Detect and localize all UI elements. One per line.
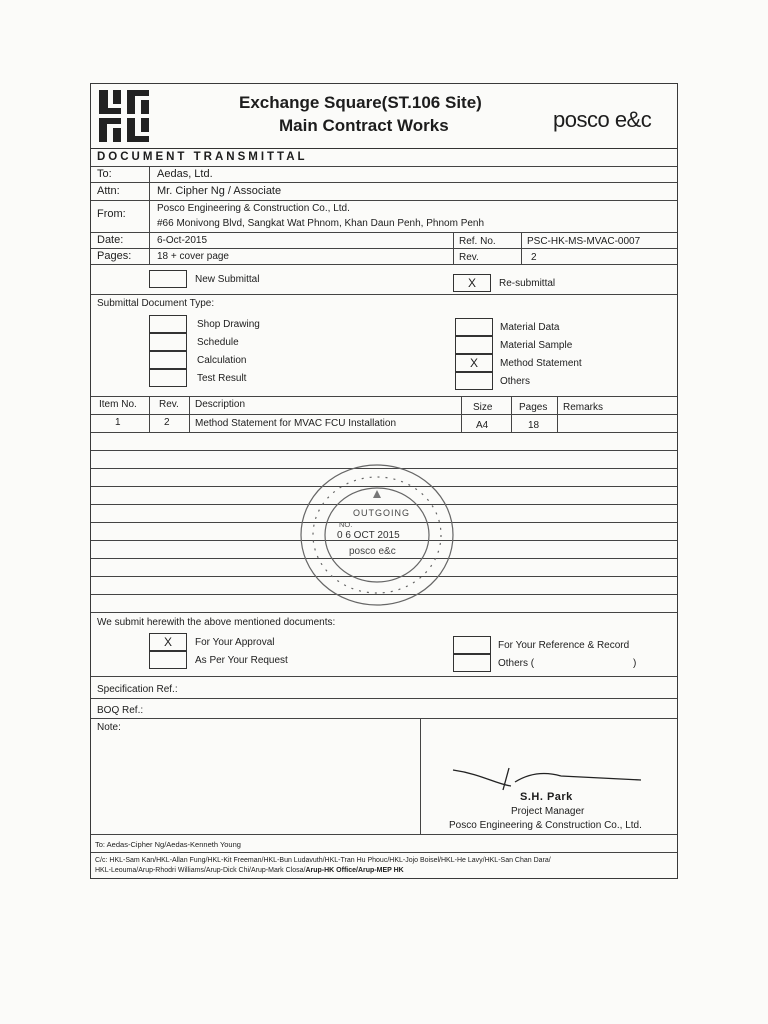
from-line1: Posco Engineering & Construction Co., Ltd.: [157, 203, 350, 214]
project-title-line2: Main Contract Works: [279, 116, 449, 135]
new-submittal-label: New Submittal: [195, 274, 260, 285]
distribution-cc-line1: C/c: HKL-Sam Kan/HKL-Allan Fung/HKL-Kit Freeman/HKL-Bun Ludavuth/HKL-Tran Hu Phouc/HKL-Jojo Boisel/HKL-He Lavy/HKL-San Chan Dara/: [95, 857, 551, 864]
boq-ref-label: BOQ Ref.:: [97, 705, 144, 716]
attn-value: Mr. Cipher Ng / Associate: [157, 185, 282, 197]
method-statement-label: Method Statement: [500, 358, 582, 369]
ref-no-label: Ref. No.: [459, 236, 496, 247]
schedule-checkbox[interactable]: [149, 333, 187, 351]
document-title: DOCUMENT TRANSMITTAL: [97, 151, 308, 163]
shop-drawing-checkbox[interactable]: [149, 315, 187, 333]
for-approval-label: For Your Approval: [195, 637, 275, 648]
calculation-checkbox[interactable]: [149, 351, 187, 369]
for-approval-checkbox[interactable]: X: [149, 633, 187, 651]
resubmittal-label: Re-submittal: [499, 278, 556, 289]
per-request-label: As Per Your Request: [195, 655, 288, 666]
method-statement-checkbox[interactable]: X: [455, 354, 493, 372]
material-data-label: Material Data: [500, 322, 560, 333]
transmittal-form: [90, 83, 678, 879]
row1-item: 1: [115, 417, 121, 428]
stamp-outgoing: OUTGOING: [353, 508, 410, 518]
others-label: Others: [500, 376, 531, 387]
shop-drawing-label: Shop Drawing: [197, 319, 260, 330]
specification-ref-label: Specification Ref.:: [97, 684, 178, 695]
stamp-date: 0 6 OCT 2015: [337, 530, 400, 541]
project-title-line1: Exchange Square(ST.106 Site): [239, 93, 482, 112]
signature-icon: [451, 764, 641, 792]
for-reference-label: For Your Reference & Record: [498, 640, 630, 651]
ref-no-value: PSC-HK-MS-MVAC-0007: [527, 236, 641, 247]
pages-value: 18 + cover page: [157, 251, 229, 262]
row1-description: Method Statement for MVAC FCU Installation: [195, 418, 397, 429]
resubmittal-checkbox[interactable]: X: [453, 274, 491, 292]
to-value: Aedas, Ltd.: [157, 168, 213, 180]
distribution-to: To: Aedas-Cipher Ng/Aedas-Kenneth Young: [95, 840, 241, 849]
material-sample-checkbox[interactable]: [455, 336, 493, 354]
material-data-checkbox[interactable]: [455, 318, 493, 336]
others-submit-checkbox[interactable]: [453, 654, 491, 672]
new-submittal-checkbox[interactable]: [149, 270, 187, 288]
col-item-header: Item No.: [99, 399, 137, 410]
row1-rev: 2: [164, 417, 170, 428]
signatory-name: S.H. Park: [520, 791, 573, 803]
col-rev-header: Rev.: [159, 399, 179, 410]
distribution-cc-line2-normal: HKL-Leouma/Arup-Rhodri Williams/Arup-Dick Chi/Arup-Mark Closa/: [95, 867, 306, 874]
per-request-checkbox[interactable]: [149, 651, 187, 669]
others-close-paren: ): [633, 658, 637, 669]
stamp-no: NO.: [339, 520, 353, 529]
for-reference-checkbox[interactable]: [453, 636, 491, 654]
test-result-label: Test Result: [197, 373, 247, 384]
schedule-label: Schedule: [197, 337, 239, 348]
attn-label: Attn:: [97, 185, 120, 197]
material-sample-label: Material Sample: [500, 340, 573, 351]
date-value: 6-Oct-2015: [157, 235, 208, 246]
calculation-label: Calculation: [197, 355, 247, 366]
col-pages-header: Pages: [519, 402, 548, 413]
date-label: Date:: [97, 234, 124, 246]
rev-value: 2: [531, 252, 537, 263]
col-remarks-header: Remarks: [563, 402, 604, 413]
doc-type-label: Submittal Document Type:: [97, 298, 215, 309]
from-line2: #66 Monivong Blvd, Sangkat Wat Phnom, Khan Daun Penh, Phnom Penh: [157, 218, 485, 229]
col-description-header: Description: [195, 399, 246, 410]
distribution-cc-line2: [95, 866, 404, 875]
brand-logo-text: posco e&c: [553, 107, 652, 132]
signatory-title: Project Manager: [511, 806, 585, 817]
others-checkbox[interactable]: [455, 372, 493, 390]
company-logo-icon: [97, 88, 153, 144]
row1-pages: 18: [528, 420, 540, 431]
from-label: From:: [97, 208, 126, 220]
stamp-company: posco e&c: [349, 546, 396, 557]
submit-label: We submit herewith the above mentioned documents:: [97, 617, 336, 628]
to-label: To:: [97, 168, 112, 180]
pages-label: Pages:: [97, 250, 132, 262]
signatory-company: Posco Engineering & Construction Co., Ltd.: [449, 820, 642, 831]
distribution-cc-line2-bold: Arup-HK Office/Arup-MEP HK: [305, 867, 404, 874]
note-label: Note:: [97, 722, 121, 733]
col-size-header: Size: [473, 402, 493, 413]
others-submit-label: Others (: [498, 658, 535, 669]
row1-size: A4: [476, 420, 489, 431]
test-result-checkbox[interactable]: [149, 369, 187, 387]
rev-label: Rev.: [459, 252, 479, 263]
